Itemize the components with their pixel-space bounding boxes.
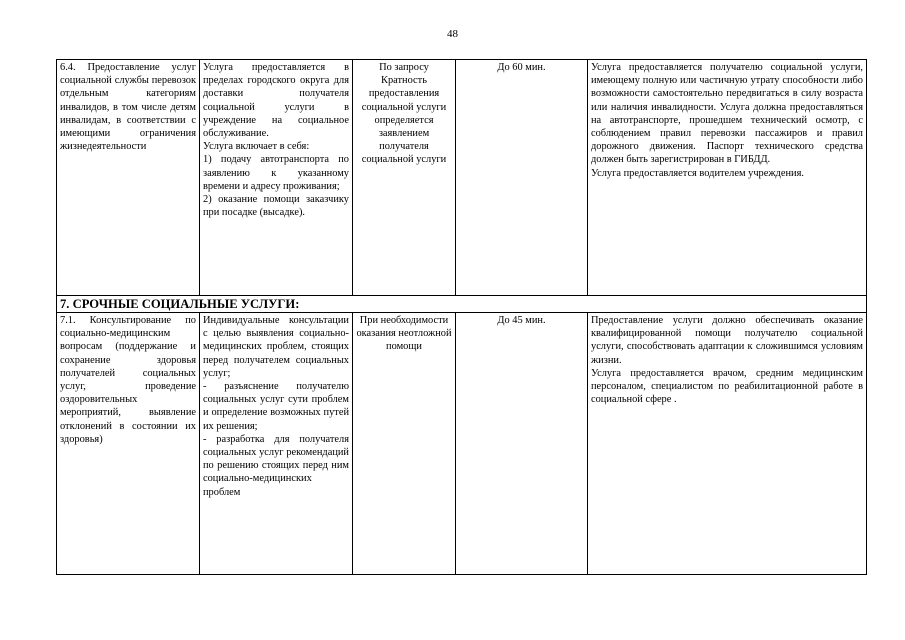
section-title: 7. СРОЧНЫЕ СОЦИАЛЬНЫЕ УСЛУГИ: [57, 296, 867, 313]
service-duration: До 45 мин. [497, 315, 546, 326]
service-item: 1) подачу автотранспорта по заявлению к указанному времени и адресу проживания; [203, 154, 349, 192]
service-includes-title: Услуга включает в себя: [203, 141, 310, 153]
services-table [56, 59, 867, 575]
service-name: 7.1. Консультирование по социально-медицинским вопросам (поддержание и сохранение здоровья получателей социальных услуг, проведение оздоровительных мероприятий, выявление отклонений в состоянии их здоровья) [60, 315, 196, 445]
service-frequency: При необходимости оказания неотложной помощи [356, 315, 452, 353]
service-duration-cell [456, 60, 588, 296]
service-duration: До 60 мин. [497, 62, 546, 73]
service-frequency-cell [353, 60, 456, 296]
service-condition: Услуга предоставляется водителем учреждения. [591, 167, 804, 179]
service-duration-cell [456, 313, 588, 575]
service-frequency-cell [353, 313, 456, 575]
service-description: Индивидуальные консультации с целью выявления социально-медицинских проблем, стоящих перед получателем социальных услуг; [203, 315, 349, 379]
service-conditions-cell [588, 60, 867, 296]
service-description: Услуга предоставляется в пределах городского округа для доставки получателя социальной услуги в учреждение на социальное обслуживание. [203, 62, 349, 140]
service-name-cell [57, 60, 200, 296]
service-frequency: По запросу Кратность предоставления социальной услуги определяется заявлением получателя социальной услуги [361, 62, 447, 166]
section-row [57, 296, 867, 313]
service-item: - разъяснение получателю социальных услуг сути проблем и определение возможных путей их решения; [203, 381, 349, 432]
service-name: 6.4. Предоставление услуг социальной службы перевозок отдельным категориям инвалидов, в том числе детям инвалидам, в соответствии с имеющими ограничения жизнедеятельности [60, 62, 196, 153]
table-row [57, 313, 867, 575]
page-number: 48 [447, 28, 458, 40]
service-description-cell [200, 313, 353, 575]
table-row [57, 60, 867, 296]
service-condition: Услуга предоставляется получателю социальной услуги, имеющему полную или частичную утрату способности либо возможности самостоятельно передвигаться в силу возраста или наличия инвалидности. Услуга должна предоставляться на автотранспорте, прошедшем технический осмотр, с соблюдением правил перевозки пассажиров и правил дорожного движения. Паспорт технического средства должен быть зарегистрирован в ГИБДД. [591, 62, 863, 166]
service-condition: Предоставление услуги должно обеспечивать оказание квалифицированной помощи получателю социальной услуги, способствовать адаптации к сложившимся условиям жизни. [591, 315, 863, 366]
service-item: 2) оказание помощи заказчику при посадке (высадке). [203, 194, 349, 219]
service-condition: Услуга предоставляется врачом, средним медицинским персоналом, специалистом по реабилитационной работе в социальной сфере . [591, 367, 863, 406]
service-conditions-cell [588, 313, 867, 575]
service-description-cell [200, 60, 353, 296]
service-name-cell [57, 313, 200, 575]
service-item: - разработка для получателя социальных услуг рекомендаций по решению стоящих перед ним социально-медицинских проблем [203, 433, 349, 498]
